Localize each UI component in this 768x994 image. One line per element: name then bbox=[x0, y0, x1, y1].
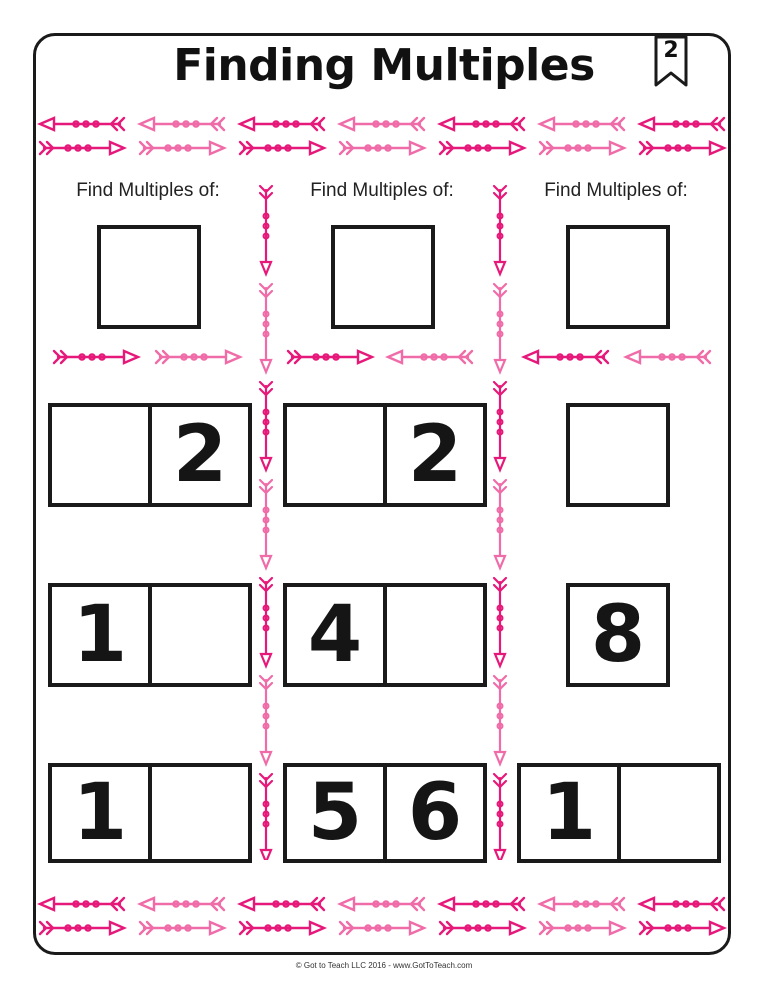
arrow-mark bbox=[540, 142, 624, 154]
digit-box[interactable]: 1 bbox=[48, 763, 152, 863]
digit-box[interactable]: 8 bbox=[566, 583, 670, 687]
digit-box[interactable] bbox=[148, 763, 252, 863]
arrow-border-top-icon bbox=[36, 110, 736, 160]
digit-box[interactable]: 6 bbox=[383, 763, 487, 863]
arrow-mark bbox=[440, 142, 524, 154]
arrow-mark bbox=[640, 898, 724, 910]
arrow-mark bbox=[156, 351, 240, 363]
vertical-arrow-divider-right-icon bbox=[486, 180, 514, 860]
arrow-mark bbox=[340, 142, 424, 154]
digit-box[interactable]: 5 bbox=[283, 763, 387, 863]
digit-box[interactable] bbox=[283, 403, 387, 507]
arrow-mark bbox=[54, 351, 138, 363]
digit-box[interactable]: 4 bbox=[283, 583, 387, 687]
arrow-mark bbox=[340, 118, 424, 130]
copyright-footer: © Got to Teach LLC 2016 - www.GotToTeach.com bbox=[295, 961, 473, 970]
arrow-mark bbox=[140, 118, 224, 130]
arrow-mark bbox=[494, 578, 506, 666]
arrow-mark bbox=[640, 922, 724, 934]
column-label-2: Find Multiples of: bbox=[310, 180, 454, 201]
target-number-box-3[interactable] bbox=[566, 225, 670, 329]
digit-box[interactable]: 1 bbox=[517, 763, 621, 863]
arrow-mark bbox=[494, 382, 506, 470]
arrow-mark bbox=[494, 186, 506, 274]
column-label-1: Find Multiples of: bbox=[76, 180, 220, 201]
digit-box[interactable]: 2 bbox=[148, 403, 252, 507]
arrow-mark bbox=[240, 142, 324, 154]
arrow-mark bbox=[260, 480, 272, 568]
arrow-mark bbox=[260, 284, 272, 372]
arrow-mark bbox=[626, 351, 710, 363]
arrow-mark bbox=[440, 922, 524, 934]
digit-box[interactable]: 2 bbox=[383, 403, 487, 507]
arrow-mark bbox=[260, 382, 272, 470]
digit-box[interactable] bbox=[617, 763, 721, 863]
column-label-3: Find Multiples of: bbox=[544, 180, 688, 201]
arrow-mark bbox=[494, 774, 506, 860]
arrow-mark bbox=[640, 142, 724, 154]
digit-box[interactable] bbox=[148, 583, 252, 687]
arrow-mark bbox=[440, 898, 524, 910]
arrow-mark bbox=[260, 676, 272, 764]
digit-box[interactable] bbox=[566, 403, 670, 507]
arrow-mark bbox=[140, 898, 224, 910]
arrow-mark bbox=[340, 898, 424, 910]
arrow-mark bbox=[260, 578, 272, 666]
target-number-box-2[interactable] bbox=[331, 225, 435, 329]
arrow-mark bbox=[494, 284, 506, 372]
arrow-mark bbox=[140, 142, 224, 154]
arrow-mark bbox=[240, 898, 324, 910]
arrow-mark bbox=[540, 898, 624, 910]
arrow-mark bbox=[540, 922, 624, 934]
page-title: Finding Multiples bbox=[173, 40, 595, 91]
arrow-border-bottom-icon bbox=[36, 890, 736, 940]
small-arrows-icon bbox=[48, 340, 728, 374]
arrow-mark bbox=[240, 118, 324, 130]
arrow-mark bbox=[340, 922, 424, 934]
arrow-mark bbox=[640, 118, 724, 130]
arrow-mark bbox=[288, 351, 372, 363]
arrow-mark bbox=[260, 186, 272, 274]
arrow-mark bbox=[440, 118, 524, 130]
arrow-mark bbox=[40, 118, 124, 130]
arrow-mark bbox=[40, 142, 124, 154]
arrow-mark bbox=[260, 774, 272, 860]
digit-box[interactable] bbox=[383, 583, 487, 687]
digit-box[interactable] bbox=[48, 403, 152, 507]
arrow-mark bbox=[494, 480, 506, 568]
arrow-mark bbox=[524, 351, 608, 363]
arrow-mark bbox=[40, 922, 124, 934]
arrow-mark bbox=[140, 922, 224, 934]
arrow-mark bbox=[540, 118, 624, 130]
arrow-mark bbox=[40, 898, 124, 910]
arrow-mark bbox=[494, 676, 506, 764]
target-number-box-1[interactable] bbox=[97, 225, 201, 329]
arrow-mark bbox=[388, 351, 472, 363]
digit-box[interactable]: 1 bbox=[48, 583, 152, 687]
page-number-badge: 2 bbox=[663, 38, 679, 63]
arrow-mark bbox=[240, 922, 324, 934]
vertical-arrow-divider-left-icon bbox=[252, 180, 280, 860]
